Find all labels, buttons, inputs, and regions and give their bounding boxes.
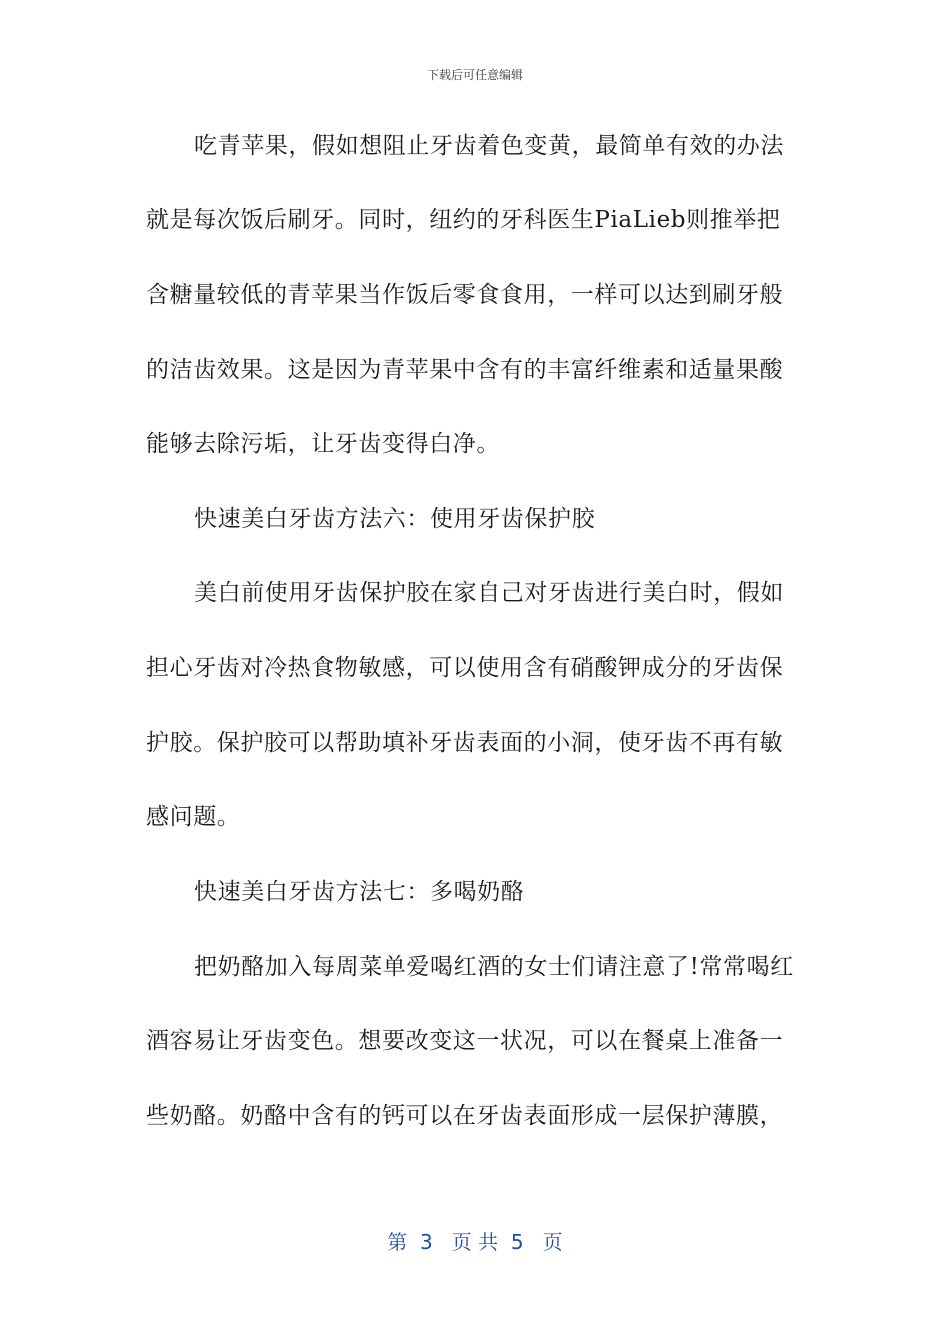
section-heading: 快速美白牙齿方法七：多喝奶酪 (194, 879, 525, 905)
page-number-footer: 第 3 页 共 5 页 (387, 1230, 563, 1254)
paragraph-line: 把奶酪加入每周菜单爱喝红酒的女士们请注意了!常常喝红 (194, 954, 794, 980)
paragraph-line: 担心牙齿对冷热食物敏感，可以使用含有硝酸钾成分的牙齿保 (146, 655, 784, 681)
paragraph-line: 的洁齿效果。这是因为青苹果中含有的丰富纤维素和适量果酸 (146, 357, 784, 383)
paragraph-line: 酒容易让牙齿变色。想要改变这一状况，可以在餐桌上准备一 (146, 1028, 784, 1054)
paragraph-line: 就是每次饭后刷牙。同时，纽约的牙科医生PiaLieb则推举把 (146, 207, 781, 233)
paragraph-line: 护胶。保护胶可以帮助填补牙齿表面的小洞，使牙齿不再有敏 (146, 730, 784, 756)
section-heading: 快速美白牙齿方法六：使用牙齿保护胶 (194, 506, 596, 532)
paragraph-line: 感问题。 (146, 804, 241, 830)
paragraph-line: 含糖量较低的青苹果当作饭后零食食用，一样可以达到刷牙般 (146, 282, 784, 308)
paragraph-line: 些奶酪。奶酪中含有的钙可以在牙齿表面形成一层保护薄膜， (146, 1103, 784, 1129)
paragraph-line: 美白前使用牙齿保护胶在家自己对牙齿进行美白时，假如 (194, 580, 784, 606)
page-header: 下载后可任意编辑 (426, 68, 523, 82)
paragraph-line: 能够去除污垢，让牙齿变得白净。 (146, 431, 500, 457)
paragraph-line: 吃青苹果，假如想阻止牙齿着色变黄，最简单有效的办法 (194, 133, 784, 159)
